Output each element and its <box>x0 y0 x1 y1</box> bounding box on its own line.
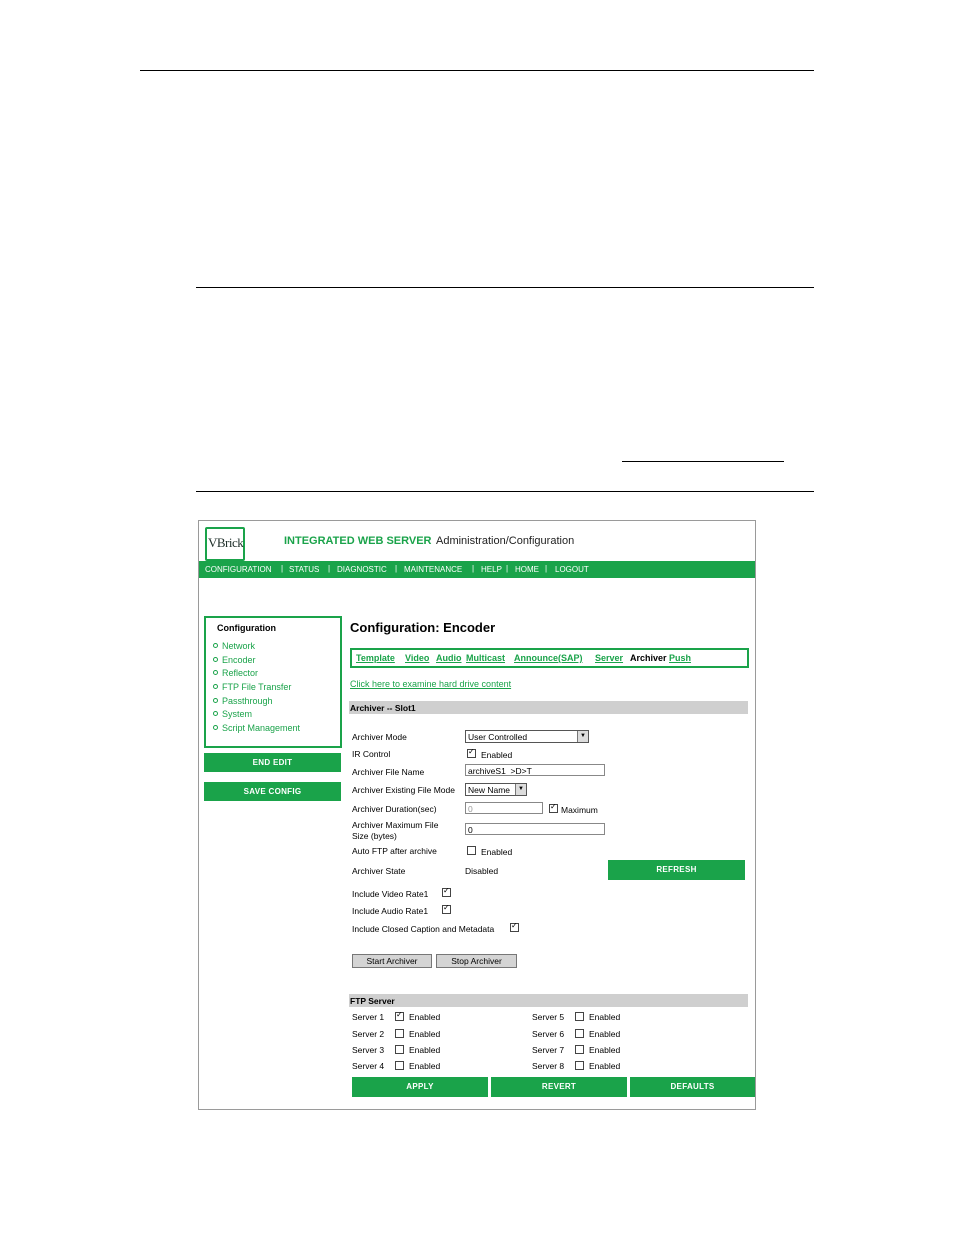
sidebar-item-label: FTP File Transfer <box>222 682 292 692</box>
nav-separator: | <box>281 564 284 573</box>
section-rule-bottom <box>196 491 814 492</box>
existing-file-mode-value: New Name <box>468 785 511 795</box>
ftp-server-2-checkbox[interactable] <box>395 1029 404 1038</box>
bullet-icon <box>213 725 218 730</box>
sidebar-item-label: System <box>222 709 253 719</box>
nav-logout[interactable]: LOGOUT <box>555 565 589 574</box>
chevron-down-icon: ▼ <box>577 731 588 742</box>
page-title: Configuration: Encoder <box>350 620 496 635</box>
archiver-max-size-label-line2: Size (bytes) <box>352 831 397 841</box>
config-sidebar <box>204 616 342 748</box>
sidebar-item-passthrough[interactable] <box>213 696 273 706</box>
bullet-icon <box>213 711 218 716</box>
ir-control-checkbox[interactable] <box>467 749 476 758</box>
checkmark-icon: ✓ <box>468 747 475 756</box>
checkmark-icon: ✓ <box>396 1010 403 1019</box>
nav-separator: | <box>472 564 475 573</box>
tab-audio[interactable]: Audio <box>436 653 462 663</box>
maximum-label: Maximum <box>561 805 598 815</box>
auto-ftp-checkbox[interactable] <box>467 846 476 855</box>
checkmark-icon: ✓ <box>511 921 518 930</box>
archiver-section-title: Archiver -- Slot1 <box>350 703 416 713</box>
ftp-server-5-checkbox[interactable] <box>575 1012 584 1021</box>
bullet-icon <box>213 657 218 662</box>
ftp-server-7-enabled: Enabled <box>589 1045 621 1055</box>
chevron-down-icon: ▼ <box>515 784 526 795</box>
include-audio-rate-checkbox[interactable] <box>442 905 451 914</box>
existing-file-mode-select[interactable] <box>465 783 527 796</box>
ftp-section-header <box>349 994 748 1007</box>
archiver-duration-label: Archiver Duration(sec) <box>352 804 437 814</box>
ir-control-label: IR Control <box>352 749 391 759</box>
archiver-file-name-input[interactable]: archiveS1_>D>T <box>465 764 605 776</box>
defaults-button[interactable]: DEFAULTS <box>630 1077 755 1097</box>
archiver-max-size-input[interactable]: 0 <box>465 823 605 835</box>
ftp-server-5-enabled: Enabled <box>589 1012 621 1022</box>
save-config-button[interactable]: SAVE CONFIG <box>204 782 341 801</box>
nav-configuration[interactable]: CONFIGURATION <box>205 565 272 574</box>
sidebar-item-network[interactable] <box>213 641 255 651</box>
tab-video[interactable]: Video <box>405 653 430 663</box>
archiver-file-name-label: Archiver File Name <box>352 767 425 777</box>
ftp-server-8-label: Server 8 <box>532 1061 565 1071</box>
archiver-mode-value: User Controlled <box>468 732 528 742</box>
archiver-section-header <box>349 701 748 714</box>
web-server-screenshot <box>198 520 756 1110</box>
sidebar-item-label: Network <box>222 641 256 651</box>
nav-status[interactable]: STATUS <box>289 565 320 574</box>
section-rule-top <box>196 287 814 288</box>
archiver-mode-select[interactable] <box>465 730 589 743</box>
app-subtitle: Administration/Configuration <box>436 535 575 547</box>
checkmark-icon: ✓ <box>550 802 557 811</box>
ftp-server-7-checkbox[interactable] <box>575 1045 584 1054</box>
ftp-server-3-checkbox[interactable] <box>395 1045 404 1054</box>
include-closed-caption-label: Include Closed Caption and Metadata <box>352 924 495 934</box>
top-nav-bar <box>199 561 755 578</box>
include-video-rate-label: Include Video Rate1 <box>352 889 429 899</box>
tab-server[interactable]: Server <box>595 653 624 663</box>
nav-diagnostic[interactable]: DIAGNOSTIC <box>337 565 387 574</box>
encoder-tab-bar <box>350 648 749 668</box>
tab-announce-sap[interactable]: Announce(SAP) <box>514 653 583 663</box>
auto-ftp-enabled-label: Enabled <box>481 847 513 857</box>
end-edit-button[interactable]: END EDIT <box>204 753 341 772</box>
archiver-state-label: Archiver State <box>352 866 406 876</box>
bullet-icon <box>213 670 218 675</box>
start-archiver-button[interactable]: Start Archiver <box>352 954 432 968</box>
logo-text: VBrick <box>208 535 244 550</box>
sidebar-item-encoder[interactable] <box>213 655 256 665</box>
tab-archiver[interactable]: Archiver <box>630 653 667 663</box>
sidebar-item-label: Script Management <box>222 723 301 733</box>
ftp-server-3-label: Server 3 <box>352 1045 385 1055</box>
ir-control-enabled-label: Enabled <box>481 750 513 760</box>
header-rule <box>140 70 814 71</box>
ftp-server-5-label: Server 5 <box>532 1012 565 1022</box>
ftp-server-2-label: Server 2 <box>352 1029 385 1039</box>
ftp-server-6-label: Server 6 <box>532 1029 565 1039</box>
ftp-section-title: FTP Server <box>350 996 395 1006</box>
archiver-duration-input[interactable]: 0 <box>465 802 543 814</box>
checkmark-icon: ✓ <box>443 886 450 895</box>
stop-archiver-button[interactable]: Stop Archiver <box>436 954 517 968</box>
sidebar-item-ftp-file-transfer[interactable] <box>213 682 291 692</box>
sidebar-item-label: Reflector <box>222 668 259 678</box>
sidebar-item-script-management[interactable] <box>213 723 300 733</box>
sidebar-title: Configuration <box>217 623 276 633</box>
nav-maintenance[interactable]: MAINTENANCE <box>404 565 463 574</box>
nav-separator: | <box>545 564 548 573</box>
ftp-server-1-enabled: Enabled <box>409 1012 441 1022</box>
maximum-checkbox[interactable] <box>549 804 558 813</box>
nav-separator: | <box>506 564 509 573</box>
nav-help[interactable]: HELP <box>481 565 502 574</box>
app-title: INTEGRATED WEB SERVER <box>284 535 432 547</box>
checkmark-icon: ✓ <box>443 903 450 912</box>
tab-multicast[interactable]: Multicast <box>466 653 506 663</box>
archiver-existing-file-mode-label: Archiver Existing File Mode <box>352 785 455 795</box>
refresh-button[interactable]: REFRESH <box>608 860 745 880</box>
ftp-server-6-checkbox[interactable] <box>575 1029 584 1038</box>
sidebar-item-label: Passthrough <box>222 696 273 706</box>
ftp-server-8-checkbox[interactable] <box>575 1061 584 1070</box>
archiver-max-size-label-line1: Archiver Maximum File <box>352 820 439 830</box>
ftp-server-4-label: Server 4 <box>352 1061 385 1071</box>
ftp-server-6-enabled: Enabled <box>589 1029 621 1039</box>
tab-push[interactable]: Push <box>669 653 692 663</box>
ftp-server-8-enabled: Enabled <box>589 1061 621 1071</box>
ftp-server-3-enabled: Enabled <box>409 1045 441 1055</box>
revert-button[interactable]: REVERT <box>491 1077 627 1097</box>
inline-underline <box>622 461 784 462</box>
include-audio-rate-label: Include Audio Rate1 <box>352 906 429 916</box>
tab-template[interactable]: Template <box>356 653 395 663</box>
archiver-state-value: Disabled <box>465 866 499 876</box>
nav-separator: | <box>395 564 398 573</box>
bullet-icon <box>213 643 218 648</box>
ftp-server-1-label: Server 1 <box>352 1012 385 1022</box>
nav-separator: | <box>328 564 331 573</box>
ftp-server-2-enabled: Enabled <box>409 1029 441 1039</box>
archiver-mode-label: Archiver Mode <box>352 732 407 742</box>
sidebar-item-label: Encoder <box>222 655 256 665</box>
sidebar-item-reflector[interactable] <box>213 668 258 678</box>
include-video-rate-checkbox[interactable] <box>442 888 451 897</box>
ftp-server-4-enabled: Enabled <box>409 1061 441 1071</box>
sidebar-item-system[interactable] <box>213 709 252 719</box>
hard-drive-content-link[interactable]: Click here to examine hard drive content <box>350 679 512 689</box>
include-closed-caption-checkbox[interactable] <box>510 923 519 932</box>
bullet-icon <box>213 684 218 689</box>
apply-button[interactable]: APPLY <box>352 1077 488 1097</box>
ftp-server-1-checkbox[interactable] <box>395 1012 404 1021</box>
ftp-server-4-checkbox[interactable] <box>395 1061 404 1070</box>
auto-ftp-label: Auto FTP after archive <box>352 846 437 856</box>
nav-home[interactable]: HOME <box>515 565 539 574</box>
bullet-icon <box>213 698 218 703</box>
ftp-server-7-label: Server 7 <box>532 1045 565 1055</box>
